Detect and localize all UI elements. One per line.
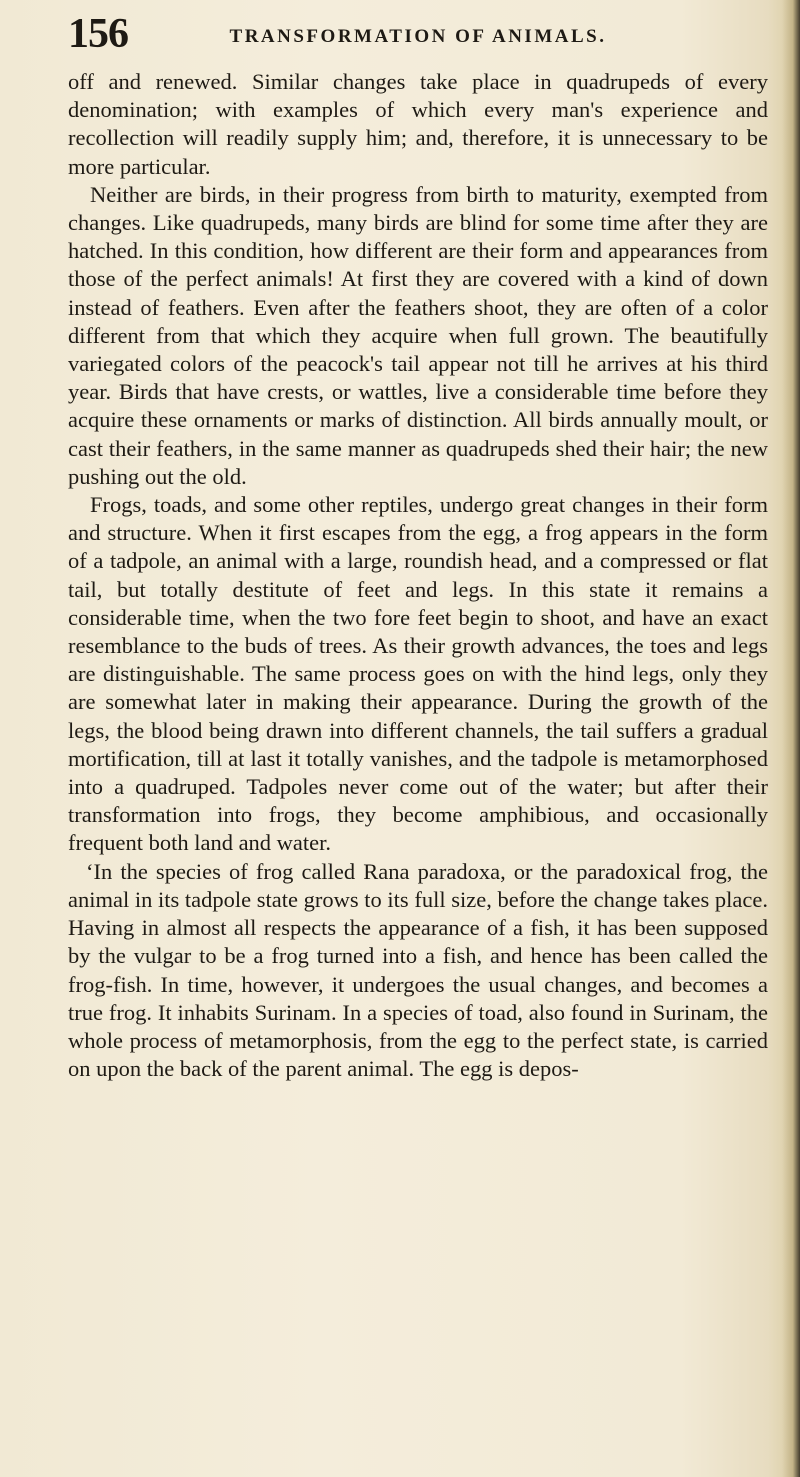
- paragraph-frogs: Frogs, toads, and some other reptiles, undergo great changes in their form and structure. When it first escapes from the egg, a frog appears in the form of a tadpole, an animal with a large, roundish head, and a compressed or flat tail, but totally destitute of feet and legs. In this state it remains a considerable time, when the two fore feet begin to shoot, and have an exact resemblance to the buds of trees. As their growth advances, the toes and legs are distinguishable. The same process goes on with the hind legs, only they are somewhat later in making their appearance. During the growth of the legs, the blood being drawn into different channels, the tail suffers a gradual mortification, till at last it totally vanishes, and the tadpole is metamorphosed into a quadruped. Tadpoles never come out of the water; but after their transformation into frogs, they become amphibious, and occasionally frequent both land and water.: [68, 492, 768, 856]
- paragraph-rana-paradoxa: ‘In the species of frog called Rana paradoxa, or the paradoxical frog, the animal in its tadpole state grows to its full size, before the change takes place. Having in almost all respects the appearance of a fish, it has been supposed by the vulgar to be a frog turned into a fish, and hence has been called the frog-fish. In time, however, it undergoes the usual changes, and becomes a true frog. It inhabits Surinam. In a species of toad, also found in Surinam, the whole process of metamorphosis, from the egg to the perfect state, is carried on upon the back of the parent animal. The egg is depos-: [68, 858, 768, 1082]
- page-edge-shadow: [782, 0, 800, 1477]
- page-header: [68, 10, 768, 70]
- paragraph-birds: Neither are birds, in their progress from birth to maturity, exempted from changes. Like quadrupeds, many birds are blind for some time after they are hatched. In this condition, how different are their form and appearances from those of the perfect animals! At first they are covered with a kind of down instead of feathers. Even after the feathers shoot, they are often of a color different from that which they acquire when full grown. The beautifully variegated colors of the peacock's tail appear not till he arrives at his third year. Birds that have crests, or wattles, live a considerable time before they acquire these ornaments or marks of distinction. All birds annually moult, or cast their feathers, in the same manner as quadrupeds shed their hair; the new pushing out the old.: [68, 181, 768, 489]
- paragraph-continuation: off and renewed. Similar changes take place in quadrupeds of every denomination; with examples of which every man's experience and recollection will readily supply him; and, therefore, it is unnecessary to be more particular.: [68, 69, 768, 179]
- running-title: TRANSFORMATION OF ANIMALS.: [229, 26, 607, 47]
- body-text: [68, 68, 768, 1083]
- page-number: 156: [68, 11, 128, 57]
